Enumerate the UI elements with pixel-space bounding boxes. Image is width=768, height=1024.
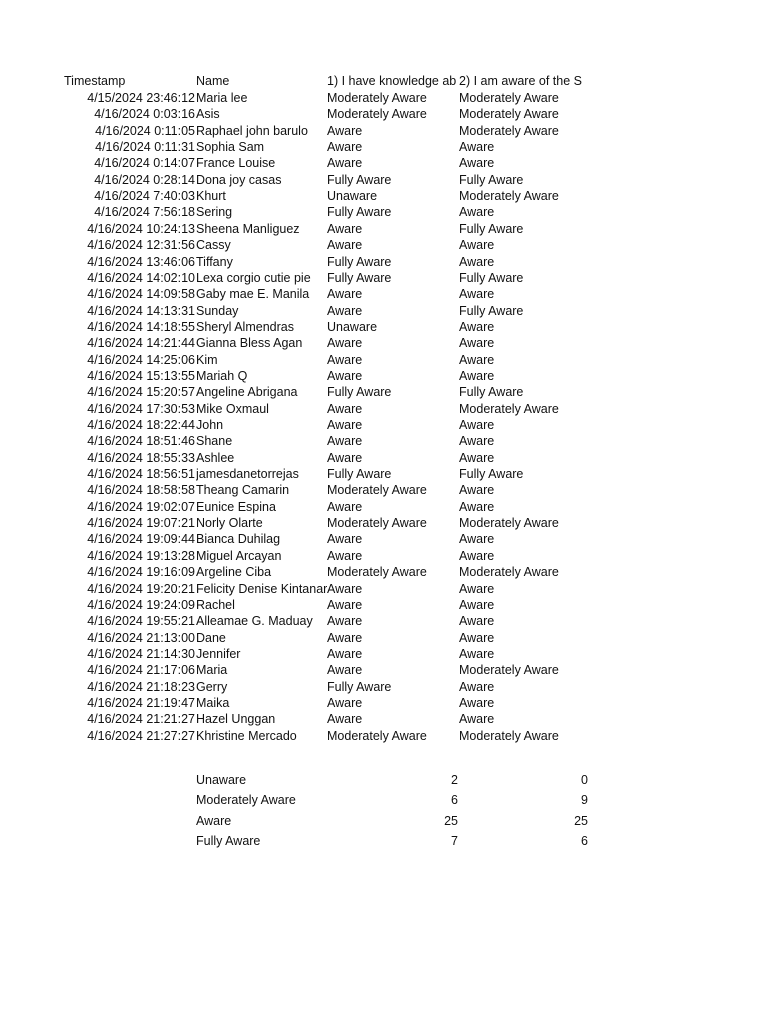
cell-question-1[interactable]: Unaware [327, 189, 378, 203]
cell-name[interactable]: France Louise [196, 156, 276, 170]
cell-question-1[interactable]: Aware [327, 222, 363, 236]
cell-question-1[interactable]: Aware [327, 434, 363, 448]
cell-timestamp[interactable]: 4/16/2024 18:22:44 [87, 418, 195, 432]
cell-timestamp[interactable]: 4/16/2024 0:28:14 [94, 173, 195, 187]
cell-question-2[interactable]: Aware [459, 647, 495, 661]
cell-timestamp[interactable]: 4/16/2024 17:30:53 [87, 402, 195, 416]
cell-question-2[interactable]: Aware [459, 680, 495, 694]
cell-question-2[interactable]: Aware [459, 696, 495, 710]
cell-timestamp[interactable]: 4/16/2024 14:02:10 [87, 271, 195, 285]
cell-name[interactable]: Lexa corgio cutie pie [196, 271, 311, 285]
cell-question-2[interactable]: Aware [459, 369, 495, 383]
summary-label[interactable]: Fully Aware [196, 834, 261, 848]
cell-question-2[interactable]: Aware [459, 353, 495, 367]
cell-timestamp[interactable]: 4/16/2024 21:14:30 [87, 647, 195, 661]
cell-question-1[interactable]: Aware [327, 532, 363, 546]
summary-count-question-1[interactable]: 2 [451, 773, 458, 787]
cell-question-1[interactable]: Aware [327, 500, 363, 514]
cell-question-1[interactable]: Aware [327, 712, 363, 726]
cell-name[interactable]: Maria [196, 663, 228, 677]
cell-name[interactable]: Jennifer [196, 647, 241, 661]
cell-question-2[interactable]: Aware [459, 434, 495, 448]
cell-question-1[interactable]: Aware [327, 353, 363, 367]
cell-question-2[interactable]: Moderately Aware [459, 516, 559, 530]
cell-timestamp[interactable]: 4/16/2024 14:21:44 [87, 336, 195, 350]
cell-question-1[interactable]: Moderately Aware [327, 107, 427, 121]
cell-name[interactable]: Sering [196, 205, 233, 219]
summary-count-question-2[interactable]: 25 [574, 814, 588, 828]
summary-label[interactable]: Unaware [196, 773, 247, 787]
cell-name[interactable]: Gerry [196, 680, 228, 694]
cell-question-1[interactable]: Aware [327, 696, 363, 710]
cell-question-1[interactable]: Moderately Aware [327, 565, 427, 579]
cell-question-1[interactable]: Aware [327, 140, 363, 154]
cell-question-1[interactable]: Aware [327, 663, 363, 677]
cell-question-1[interactable]: Fully Aware [327, 467, 392, 481]
cell-timestamp[interactable]: 4/16/2024 18:58:58 [87, 483, 195, 497]
cell-name[interactable]: Hazel Unggan [196, 712, 276, 726]
header-name[interactable]: Name [196, 74, 230, 88]
summary-count-question-2[interactable]: 6 [581, 834, 588, 848]
header-question-2[interactable]: 2) I am aware of the S [459, 74, 582, 88]
cell-question-1[interactable]: Moderately Aware [327, 516, 427, 530]
cell-timestamp[interactable]: 4/16/2024 19:55:21 [87, 614, 195, 628]
summary-label[interactable]: Aware [196, 814, 232, 828]
cell-timestamp[interactable]: 4/16/2024 13:46:06 [87, 255, 195, 269]
cell-name[interactable]: Gianna Bless Agan [196, 336, 303, 350]
cell-name[interactable]: Eunice Espina [196, 500, 276, 514]
cell-question-1[interactable]: Fully Aware [327, 255, 392, 269]
cell-name[interactable]: Maria lee [196, 91, 248, 105]
cell-timestamp[interactable]: 4/16/2024 21:18:23 [87, 680, 195, 694]
cell-question-2[interactable]: Aware [459, 287, 495, 301]
summary-label[interactable]: Moderately Aware [196, 793, 296, 807]
cell-question-2[interactable]: Moderately Aware [459, 189, 559, 203]
cell-timestamp[interactable]: 4/16/2024 18:56:51 [87, 467, 195, 481]
cell-name[interactable]: Asis [196, 107, 220, 121]
cell-timestamp[interactable]: 4/16/2024 12:31:56 [87, 238, 195, 252]
cell-timestamp[interactable]: 4/16/2024 15:13:55 [87, 369, 195, 383]
cell-timestamp[interactable]: 4/16/2024 14:25:06 [87, 353, 195, 367]
cell-timestamp[interactable]: 4/16/2024 19:16:09 [87, 565, 195, 579]
cell-question-2[interactable]: Fully Aware [459, 304, 524, 318]
cell-timestamp[interactable]: 4/16/2024 21:27:27 [87, 729, 195, 743]
cell-name[interactable]: Mariah Q [196, 369, 248, 383]
cell-name[interactable]: jamesdanetorrejas [196, 467, 299, 481]
summary-count-question-2[interactable]: 0 [581, 773, 588, 787]
cell-question-2[interactable]: Aware [459, 451, 495, 465]
cell-question-1[interactable]: Aware [327, 598, 363, 612]
cell-name[interactable]: Sophia Sam [196, 140, 265, 154]
cell-question-1[interactable]: Aware [327, 582, 363, 596]
cell-question-2[interactable]: Moderately Aware [459, 663, 559, 677]
cell-name[interactable]: Dona joy casas [196, 173, 282, 187]
cell-question-2[interactable]: Aware [459, 336, 495, 350]
cell-question-2[interactable]: Aware [459, 549, 495, 563]
cell-name[interactable]: Theang Camarin [196, 483, 290, 497]
cell-timestamp[interactable]: 4/16/2024 14:13:31 [87, 304, 195, 318]
cell-question-1[interactable]: Aware [327, 124, 363, 138]
cell-timestamp[interactable]: 4/16/2024 7:40:03 [94, 189, 195, 203]
cell-question-2[interactable]: Aware [459, 532, 495, 546]
cell-timestamp[interactable]: 4/16/2024 21:17:06 [87, 663, 195, 677]
cell-name[interactable]: Sheryl Almendras [196, 320, 294, 334]
cell-question-1[interactable]: Aware [327, 418, 363, 432]
summary-count-question-1[interactable]: 25 [444, 814, 458, 828]
cell-name[interactable]: Rachel [196, 598, 235, 612]
cell-question-1[interactable]: Aware [327, 614, 363, 628]
cell-question-1[interactable]: Moderately Aware [327, 729, 427, 743]
cell-name[interactable]: Angeline Abrigana [196, 385, 298, 399]
cell-question-2[interactable]: Fully Aware [459, 271, 524, 285]
cell-question-1[interactable]: Aware [327, 287, 363, 301]
cell-timestamp[interactable]: 4/16/2024 14:09:58 [87, 287, 195, 301]
cell-question-2[interactable]: Aware [459, 483, 495, 497]
cell-question-1[interactable]: Fully Aware [327, 205, 392, 219]
cell-name[interactable]: Khurt [196, 189, 226, 203]
cell-timestamp[interactable]: 4/16/2024 10:24:13 [87, 222, 195, 236]
cell-question-2[interactable]: Moderately Aware [459, 91, 559, 105]
cell-timestamp[interactable]: 4/16/2024 0:03:16 [94, 107, 195, 121]
cell-timestamp[interactable]: 4/16/2024 19:09:44 [87, 532, 195, 546]
cell-question-2[interactable]: Aware [459, 255, 495, 269]
cell-question-1[interactable]: Fully Aware [327, 173, 392, 187]
cell-timestamp[interactable]: 4/16/2024 0:11:31 [95, 140, 195, 154]
cell-timestamp[interactable]: 4/16/2024 14:18:55 [87, 320, 195, 334]
cell-question-2[interactable]: Aware [459, 320, 495, 334]
cell-name[interactable]: Mike Oxmaul [196, 402, 269, 416]
cell-timestamp[interactable]: 4/16/2024 18:55:33 [87, 451, 195, 465]
cell-question-2[interactable]: Moderately Aware [459, 124, 559, 138]
cell-name[interactable]: Shane [196, 434, 233, 448]
header-question-1[interactable]: 1) I have knowledge ab [327, 74, 457, 88]
cell-question-2[interactable]: Aware [459, 156, 495, 170]
cell-question-2[interactable]: Fully Aware [459, 173, 524, 187]
cell-name[interactable]: Argeline Ciba [196, 565, 272, 579]
cell-question-1[interactable]: Aware [327, 336, 363, 350]
cell-timestamp[interactable]: 4/16/2024 19:13:28 [87, 549, 195, 563]
cell-name[interactable]: Sunday [196, 304, 239, 318]
cell-timestamp[interactable]: 4/16/2024 21:21:27 [87, 712, 195, 726]
cell-question-1[interactable]: Fully Aware [327, 680, 392, 694]
cell-question-2[interactable]: Moderately Aware [459, 107, 559, 121]
cell-name[interactable]: Kim [196, 353, 218, 367]
cell-timestamp[interactable]: 4/16/2024 0:11:05 [95, 124, 195, 138]
cell-question-1[interactable]: Moderately Aware [327, 483, 427, 497]
cell-question-2[interactable]: Fully Aware [459, 222, 524, 236]
cell-question-2[interactable]: Moderately Aware [459, 565, 559, 579]
cell-timestamp[interactable]: 4/16/2024 21:19:47 [87, 696, 195, 710]
cell-question-2[interactable]: Aware [459, 614, 495, 628]
cell-question-2[interactable]: Moderately Aware [459, 402, 559, 416]
cell-timestamp[interactable]: 4/16/2024 18:51:46 [87, 434, 195, 448]
summary-count-question-2[interactable]: 9 [581, 793, 588, 807]
cell-timestamp[interactable]: 4/15/2024 23:46:12 [87, 91, 195, 105]
cell-question-2[interactable]: Aware [459, 238, 495, 252]
summary-count-question-1[interactable]: 6 [451, 793, 458, 807]
cell-question-2[interactable]: Aware [459, 598, 495, 612]
cell-question-1[interactable]: Aware [327, 304, 363, 318]
cell-timestamp[interactable]: 4/16/2024 19:02:07 [87, 500, 195, 514]
cell-name[interactable]: Alleamae G. Maduay [196, 614, 313, 628]
cell-question-2[interactable]: Aware [459, 712, 495, 726]
cell-name[interactable]: Tiffany [196, 255, 233, 269]
cell-question-2[interactable]: Aware [459, 418, 495, 432]
cell-name[interactable]: Bianca Duhilag [196, 532, 281, 546]
cell-timestamp[interactable]: 4/16/2024 7:56:18 [94, 205, 195, 219]
cell-name[interactable]: Miguel Arcayan [196, 549, 282, 563]
cell-question-2[interactable]: Aware [459, 582, 495, 596]
cell-question-1[interactable]: Aware [327, 238, 363, 252]
cell-question-1[interactable]: Fully Aware [327, 271, 392, 285]
cell-name[interactable]: Dane [196, 631, 226, 645]
cell-name[interactable]: Sheena Manliguez [196, 222, 300, 236]
cell-name[interactable]: Felicity Denise Kintanar [196, 582, 327, 596]
cell-question-1[interactable]: Fully Aware [327, 385, 392, 399]
cell-name[interactable]: Ashlee [196, 451, 235, 465]
cell-question-1[interactable]: Aware [327, 402, 363, 416]
cell-name[interactable]: Khristine Mercado [196, 729, 297, 743]
cell-question-1[interactable]: Aware [327, 647, 363, 661]
cell-question-1[interactable]: Unaware [327, 320, 378, 334]
cell-question-2[interactable]: Aware [459, 140, 495, 154]
cell-question-2[interactable]: Aware [459, 500, 495, 514]
cell-question-2[interactable]: Aware [459, 631, 495, 645]
cell-question-1[interactable]: Aware [327, 369, 363, 383]
cell-name[interactable]: Raphael john barulo [196, 124, 308, 138]
cell-timestamp[interactable]: 4/16/2024 21:13:00 [87, 631, 195, 645]
cell-name[interactable]: Cassy [196, 238, 231, 252]
cell-timestamp[interactable]: 4/16/2024 19:20:21 [87, 582, 195, 596]
cell-timestamp[interactable]: 4/16/2024 19:24:09 [87, 598, 195, 612]
cell-timestamp[interactable]: 4/16/2024 19:07:21 [87, 516, 195, 530]
cell-question-1[interactable]: Moderately Aware [327, 91, 427, 105]
cell-timestamp[interactable]: 4/16/2024 0:14:07 [94, 156, 195, 170]
cell-question-2[interactable]: Fully Aware [459, 467, 524, 481]
cell-question-2[interactable]: Moderately Aware [459, 729, 559, 743]
cell-question-2[interactable]: Aware [459, 205, 495, 219]
cell-question-1[interactable]: Aware [327, 631, 363, 645]
cell-question-1[interactable]: Aware [327, 549, 363, 563]
cell-name[interactable]: Gaby mae E. Manila [196, 287, 310, 301]
cell-name[interactable]: John [196, 418, 224, 432]
cell-name[interactable]: Norly Olarte [196, 516, 263, 530]
header-timestamp[interactable]: Timestamp [64, 74, 126, 88]
cell-name[interactable]: Maika [196, 696, 230, 710]
cell-question-1[interactable]: Aware [327, 451, 363, 465]
cell-question-2[interactable]: Fully Aware [459, 385, 524, 399]
cell-timestamp[interactable]: 4/16/2024 15:20:57 [87, 385, 195, 399]
cell-question-1[interactable]: Aware [327, 156, 363, 170]
summary-count-question-1[interactable]: 7 [451, 834, 458, 848]
